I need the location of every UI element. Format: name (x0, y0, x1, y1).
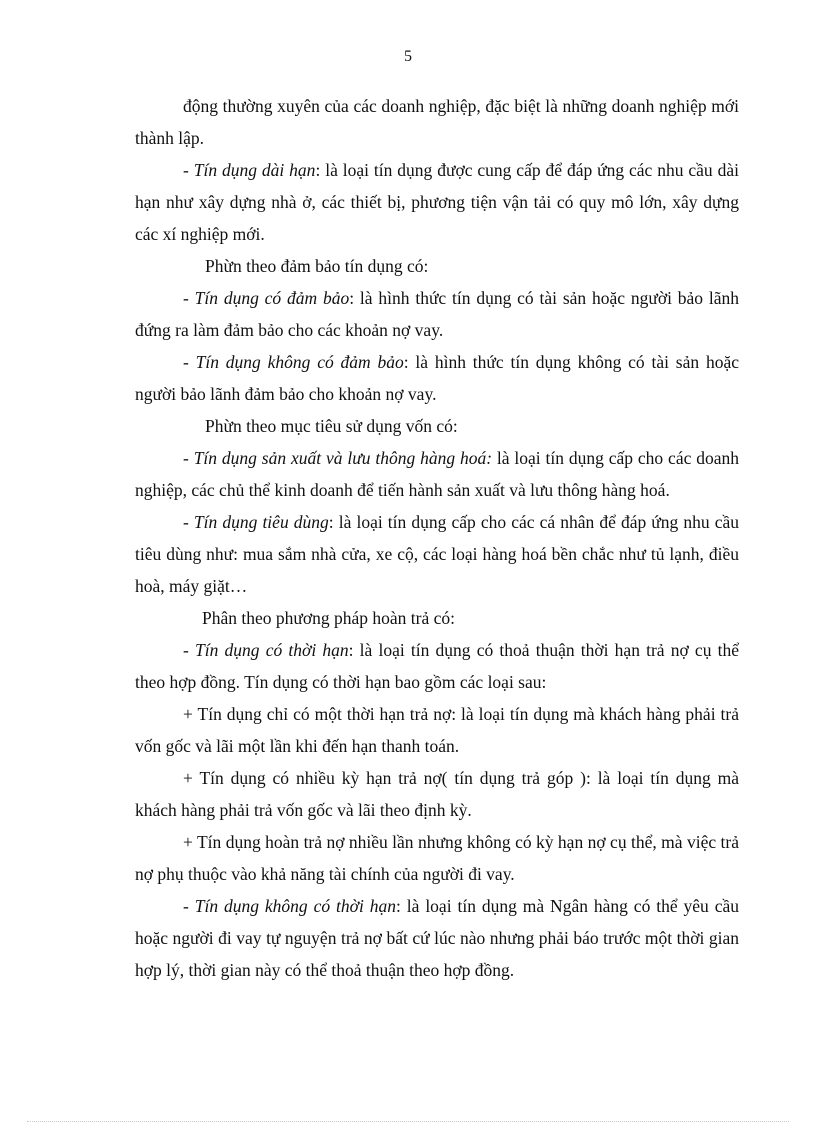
page-bottom-divider (27, 1121, 789, 1122)
paragraph (135, 762, 739, 826)
section-heading: Phân theo phương pháp hoàn trả có: (202, 608, 455, 628)
term-production-credit: - Tín dụng sản xuất và lưu thông hàng hoá: (183, 448, 493, 468)
paragraph-text: : là loại tín dụng được cung cấp để đáp ứng các nhu cầu dài hạn như xây dựng nhà ở, các thiết bị, phương tiện vận tải có quy mô lớn, xây dựng các xí nghiệp mới. (135, 160, 739, 244)
term-long-term-credit: - Tín dụng dài hạn (183, 160, 316, 180)
paragraph-text: là loại tín dụng cấp cho các doanh nghiệp, các chủ thể kinh doanh để tiến hành sản xuất và lưu thông hàng hoá. (135, 448, 739, 500)
paragraph-text: + Tín dụng chỉ có một thời hạn trả nợ: là loại tín dụng mà khách hàng phải trả vốn gốc và lãi một lần khi đến hạn thanh toán. (135, 704, 739, 756)
paragraph (135, 506, 739, 602)
paragraph (135, 154, 739, 250)
term-unsecured-credit: - Tín dụng không có đảm bảo (183, 352, 404, 372)
paragraph (135, 282, 739, 346)
paragraph-text: + Tín dụng có nhiều kỳ hạn trả nợ( tín dụng trả góp ): là loại tín dụng mà khách hàng phải trả vốn gốc và lãi theo định kỳ. (135, 768, 739, 820)
paragraph-text: : là hình thức tín dụng không có tài sản hoặc người bảo lãnh đảm bảo cho khoản nợ vay. (135, 352, 739, 404)
paragraph-text: : là hình thức tín dụng có tài sản hoặc người bảo lãnh đứng ra làm đảm bảo cho các khoản nợ vay. (135, 288, 740, 340)
section-heading: Phừn theo đảm bảo tín dụng có: (205, 256, 429, 276)
paragraph (135, 698, 739, 762)
paragraph (135, 890, 739, 986)
term-consumer-credit: - Tín dụng tiêu dùng (183, 512, 329, 532)
paragraph (135, 346, 739, 410)
document-body (135, 90, 739, 986)
page-number: 5 (404, 48, 412, 65)
paragraph-text: + Tín dụng hoàn trả nợ nhiều lần nhưng không có kỳ hạn nợ cụ thể, mà việc trả nợ phụ thuộc vào khả năng tài chính của người đi vay. (135, 832, 739, 884)
term-secured-credit: - Tín dụng có đảm bảo (183, 288, 350, 308)
paragraph-text: động thường xuyên của các doanh nghiệp, đặc biệt là những doanh nghiệp mới thành lập. (135, 96, 739, 148)
section-heading: Phừn theo mục tiêu sử dụng vốn có: (205, 416, 458, 436)
term-no-term-credit: - Tín dụng không có thời hạn (183, 896, 396, 916)
paragraph (135, 442, 739, 506)
paragraph (135, 634, 739, 698)
paragraph (135, 826, 739, 890)
term-term-credit: - Tín dụng có thời hạn (183, 640, 349, 660)
paragraph-text: : là loại tín dụng mà Ngân hàng có thể yêu cầu hoặc người đi vay tự nguyện trả nợ bất cứ lúc nào nhưng phải báo trước một thời gian hợp lý, thời gian này có thể thoả thuận theo hợp đồng. (135, 896, 739, 980)
paragraph (135, 90, 739, 154)
paragraph-text: : là loại tín dụng có thoả thuận thời hạn trả nợ cụ thể theo hợp đồng. Tín dụng có thời hạn bao gồm các loại sau: (135, 640, 739, 692)
paragraph-text: : là loại tín dụng cấp cho các cá nhân để đáp ứng nhu cầu tiêu dùng như: mua sắm nhà cửa, xe cộ, các loại hàng hoá bền chắc như tủ lạnh, điều hoà, máy giặt… (135, 512, 740, 596)
